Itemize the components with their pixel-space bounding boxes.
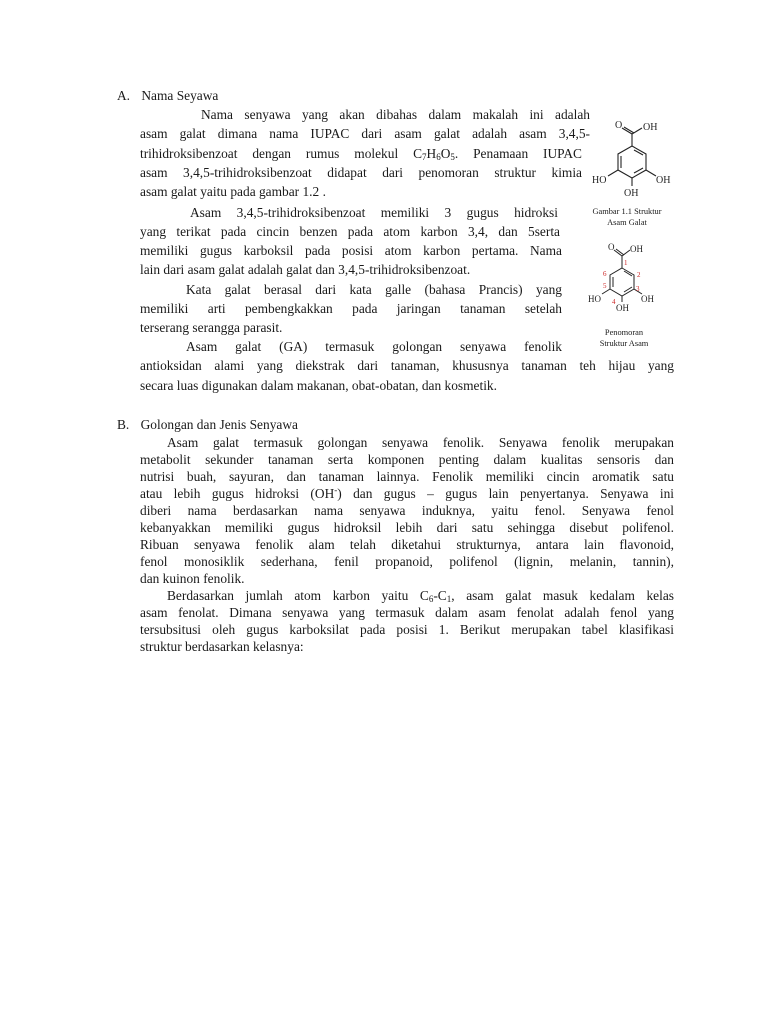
carbon-number-4: 4 — [612, 298, 616, 306]
section-a-line: Asam 3,4,5-trihidroksibenzoat memiliki 3 gugus hidroksi — [190, 205, 558, 220]
section-a-line: memiliki arti pembengkakkan pada jaringan tanaman setelah — [140, 301, 562, 316]
carbon-class: $C_6-C_1$ — [419, 588, 452, 604]
figure1-caption-line1: Gambar 1.1 Struktur — [592, 207, 662, 216]
section-b-line: atau lebih gugus hidroksi (OH-) dan gugus – gugus lain penyertanya. Senyawa ini — [140, 485, 675, 501]
section-b-line: tersubsitusi oleh gugus karboksilat pada posisi 1. Berikut merupakan tabel klasifikasi — [140, 622, 674, 637]
carbon-number-5: 5 — [603, 282, 607, 290]
section-a-line: antioksidan alami yang diekstrak dari tanaman, khususnya tanaman teh hijau yang — [140, 358, 674, 373]
carbon-number-3: 3 — [636, 285, 640, 293]
section-b-line: kebanyakkan memiliki gugus hidroksil lebih dari satu sehingga disebut polifenol. — [140, 520, 674, 535]
section-b-line: dan kuinon fenolik. — [140, 571, 245, 586]
hydroxy-left-label: HO — [592, 175, 607, 186]
section-a-line: trihidroksibenzoat dengan rumus molekul $C_7H_6O_5$. Penamaan IUPAC — [140, 146, 582, 162]
oxygen-label: O — [615, 120, 623, 131]
carbon-number-1: 1 — [624, 259, 628, 267]
carboxyl-oh-label: OH — [630, 244, 643, 254]
carbon-number-6: 6 — [603, 270, 607, 278]
section-b-title: Golongan dan Jenis Senyawa — [140, 417, 298, 432]
gallic-acid-numbering-figure — [584, 240, 664, 312]
section-a-line: Nama senyawa yang akan dibahas dalam makalah ini adalah — [201, 107, 590, 122]
section-b-line: Ribuan senyawa fenolik alam telah diketahui strukturnya, antara lain flavonoid, — [140, 537, 674, 552]
hydroxy-right-label: OH — [656, 175, 671, 186]
section-a-line: terserang serangga parasit. — [140, 320, 283, 335]
figure2-caption-line2: Struktur Asam — [599, 339, 649, 348]
section-a-line: Kata galat berasal dari kata galle (bahasa Prancis) yang — [186, 282, 562, 297]
hydroxy-bottom-label: OH — [616, 303, 629, 312]
figure1-caption — [577, 206, 677, 228]
section-b-line: struktur berdasarkan kelasnya: — [140, 639, 304, 654]
section-a-line: lain dari asam galat adalah galat dan 3,4,5-trihidroksibenzoat. — [140, 262, 471, 277]
section-b-line: nutrisi buah, sayuran, dan tanaman lainnya. Fenolik memiliki cincin aromatik satu — [140, 469, 674, 484]
section-b-letter: B. — [117, 417, 130, 432]
section-a-line: Asam galat (GA) termasuk golongan senyawa fenolik — [186, 339, 562, 354]
section-a-title: Nama Seyawa — [141, 88, 219, 103]
carbon-number-2: 2 — [637, 271, 641, 279]
section-b-line: Berdasarkan jumlah atom karbon yaitu $C_6-C_1$, asam galat masuk kedalam kelas — [167, 588, 674, 604]
figure2-caption-line1: Penomoran — [604, 328, 644, 337]
section-b-line: Asam galat termasuk golongan senyawa fenolik. Senyawa fenolik merupakan — [167, 435, 674, 450]
hydroxy-bottom-label: OH — [624, 188, 639, 198]
section-b-line: metabolit sekunder tanaman serta komponen penting dalam kualitas sensoris dan — [140, 452, 674, 467]
section-b-heading — [117, 416, 298, 434]
carboxyl-oh-label: OH — [643, 122, 658, 133]
section-a-line: memiliki gugus karboksil pada posisi atom karbon pertama. Nama — [140, 243, 562, 258]
hydroxy-right-label: OH — [641, 294, 654, 304]
section-a-line: asam galat yaitu pada gambar 1.2 . — [140, 184, 326, 199]
section-a-line: secara luas digunakan dalam makanan, obat-obatan, dan kosmetik. — [140, 378, 497, 393]
figure2-caption — [574, 327, 674, 349]
section-a-line: asam 3,4,5-trihidroksibenzoat didapat dari penomoran struktur kimia — [140, 165, 582, 180]
section-b-line: diberi nama berdasarkan nama senyawa induknya, yaitu fenol. Senyawa fenol — [140, 503, 674, 518]
section-a-line: asam galat dimana nama IUPAC dari asam galat adalah asam 3,4,5- — [140, 126, 590, 141]
section-a-letter: A. — [117, 88, 131, 103]
hydroxy-left-label: HO — [588, 294, 601, 304]
hydroxy-charge: - — [334, 485, 338, 495]
oxygen-label: O — [608, 242, 615, 252]
figure1-caption-line2: Asam Galat — [607, 218, 647, 227]
gallic-acid-structure-figure — [580, 116, 684, 198]
section-a-heading — [117, 87, 218, 105]
section-b-line: asam fenolat. Dimana senyawa yang termasuk dalam asam fenolat adalah fenol yang — [140, 605, 674, 620]
molecular-formula: $C_7H_6O_5$ — [413, 146, 455, 162]
section-b-line: fenol monosiklik sederhana, fenil propanoid, polifenol (lignin, melanin, tannin), — [140, 554, 674, 569]
section-a-line: yang terikat pada cincin benzen pada atom karbon 3,4, dan 5serta — [140, 224, 560, 239]
